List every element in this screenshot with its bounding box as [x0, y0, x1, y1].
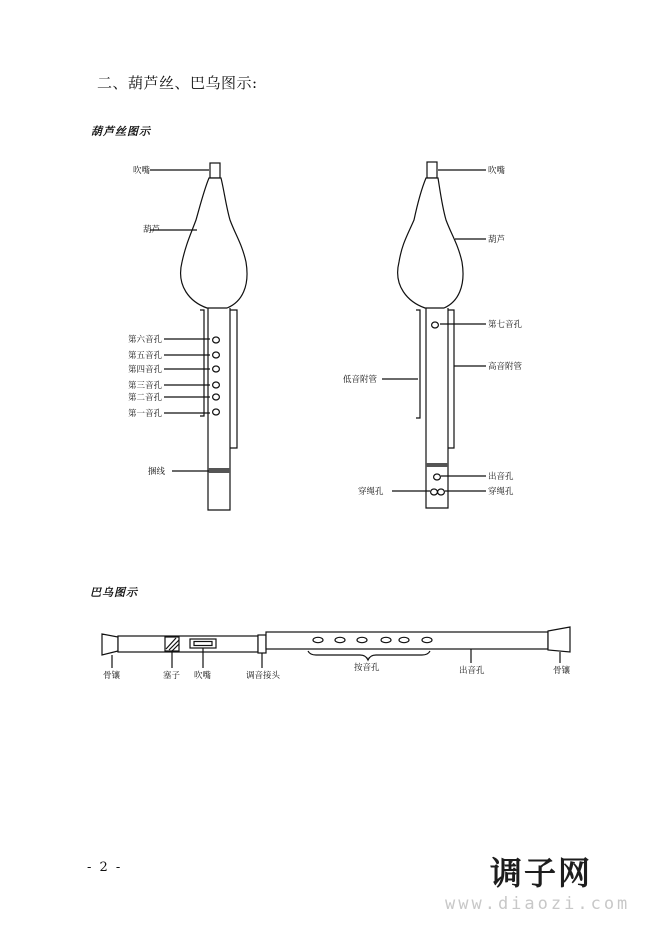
bawu-diagram-title: 巴乌图示: [90, 586, 138, 599]
label-binding: 捆线: [148, 467, 166, 477]
label-bawu-bone-cap-left: 骨镶: [103, 671, 121, 681]
label-left-gourd: 葫芦: [143, 225, 161, 235]
hulusi-front-drawing: [150, 163, 247, 510]
label-low-pipe: 低音附管: [343, 375, 378, 385]
label-rope-hole-right: 穿绳孔: [488, 487, 514, 497]
page-number: - 2 -: [87, 860, 123, 875]
label-bawu-mouthpiece: 吹嘴: [194, 671, 212, 681]
label-hole1: 第一音孔: [128, 409, 163, 419]
label-hole5: 第五音孔: [128, 351, 163, 361]
label-right-outlet: 出音孔: [488, 472, 514, 482]
watermark-url: www.diaozi.com: [445, 894, 631, 914]
bawu-drawing: [102, 627, 570, 668]
section-heading: 二、葫芦丝、巴乌图示:: [97, 74, 258, 92]
label-bawu-tuning-joint: 调音接头: [246, 671, 281, 681]
watermark-logo: 调子网: [490, 854, 593, 892]
label-right-gourd: 葫芦: [488, 235, 506, 245]
label-hole3: 第三音孔: [128, 381, 163, 391]
label-rope-hole-left: 穿绳孔: [358, 487, 384, 497]
label-hole7: 第七音孔: [488, 320, 523, 330]
label-hole4: 第四音孔: [128, 365, 163, 375]
label-bawu-finger-holes: 按音孔: [354, 663, 380, 673]
label-hole6: 第六音孔: [128, 335, 163, 345]
hulusi-back-drawing: [382, 162, 486, 508]
hulusi-diagram-title: 葫芦丝图示: [91, 125, 151, 138]
label-bawu-outlet: 出音孔: [459, 666, 485, 676]
label-hole2: 第二音孔: [128, 393, 163, 403]
label-left-mouthpiece: 吹嘴: [133, 166, 151, 176]
label-high-pipe: 高音附管: [488, 362, 523, 372]
label-right-mouthpiece: 吹嘴: [488, 166, 506, 176]
label-bawu-plug: 塞子: [163, 671, 181, 681]
label-bawu-bone-cap-right: 骨镶: [553, 666, 571, 676]
